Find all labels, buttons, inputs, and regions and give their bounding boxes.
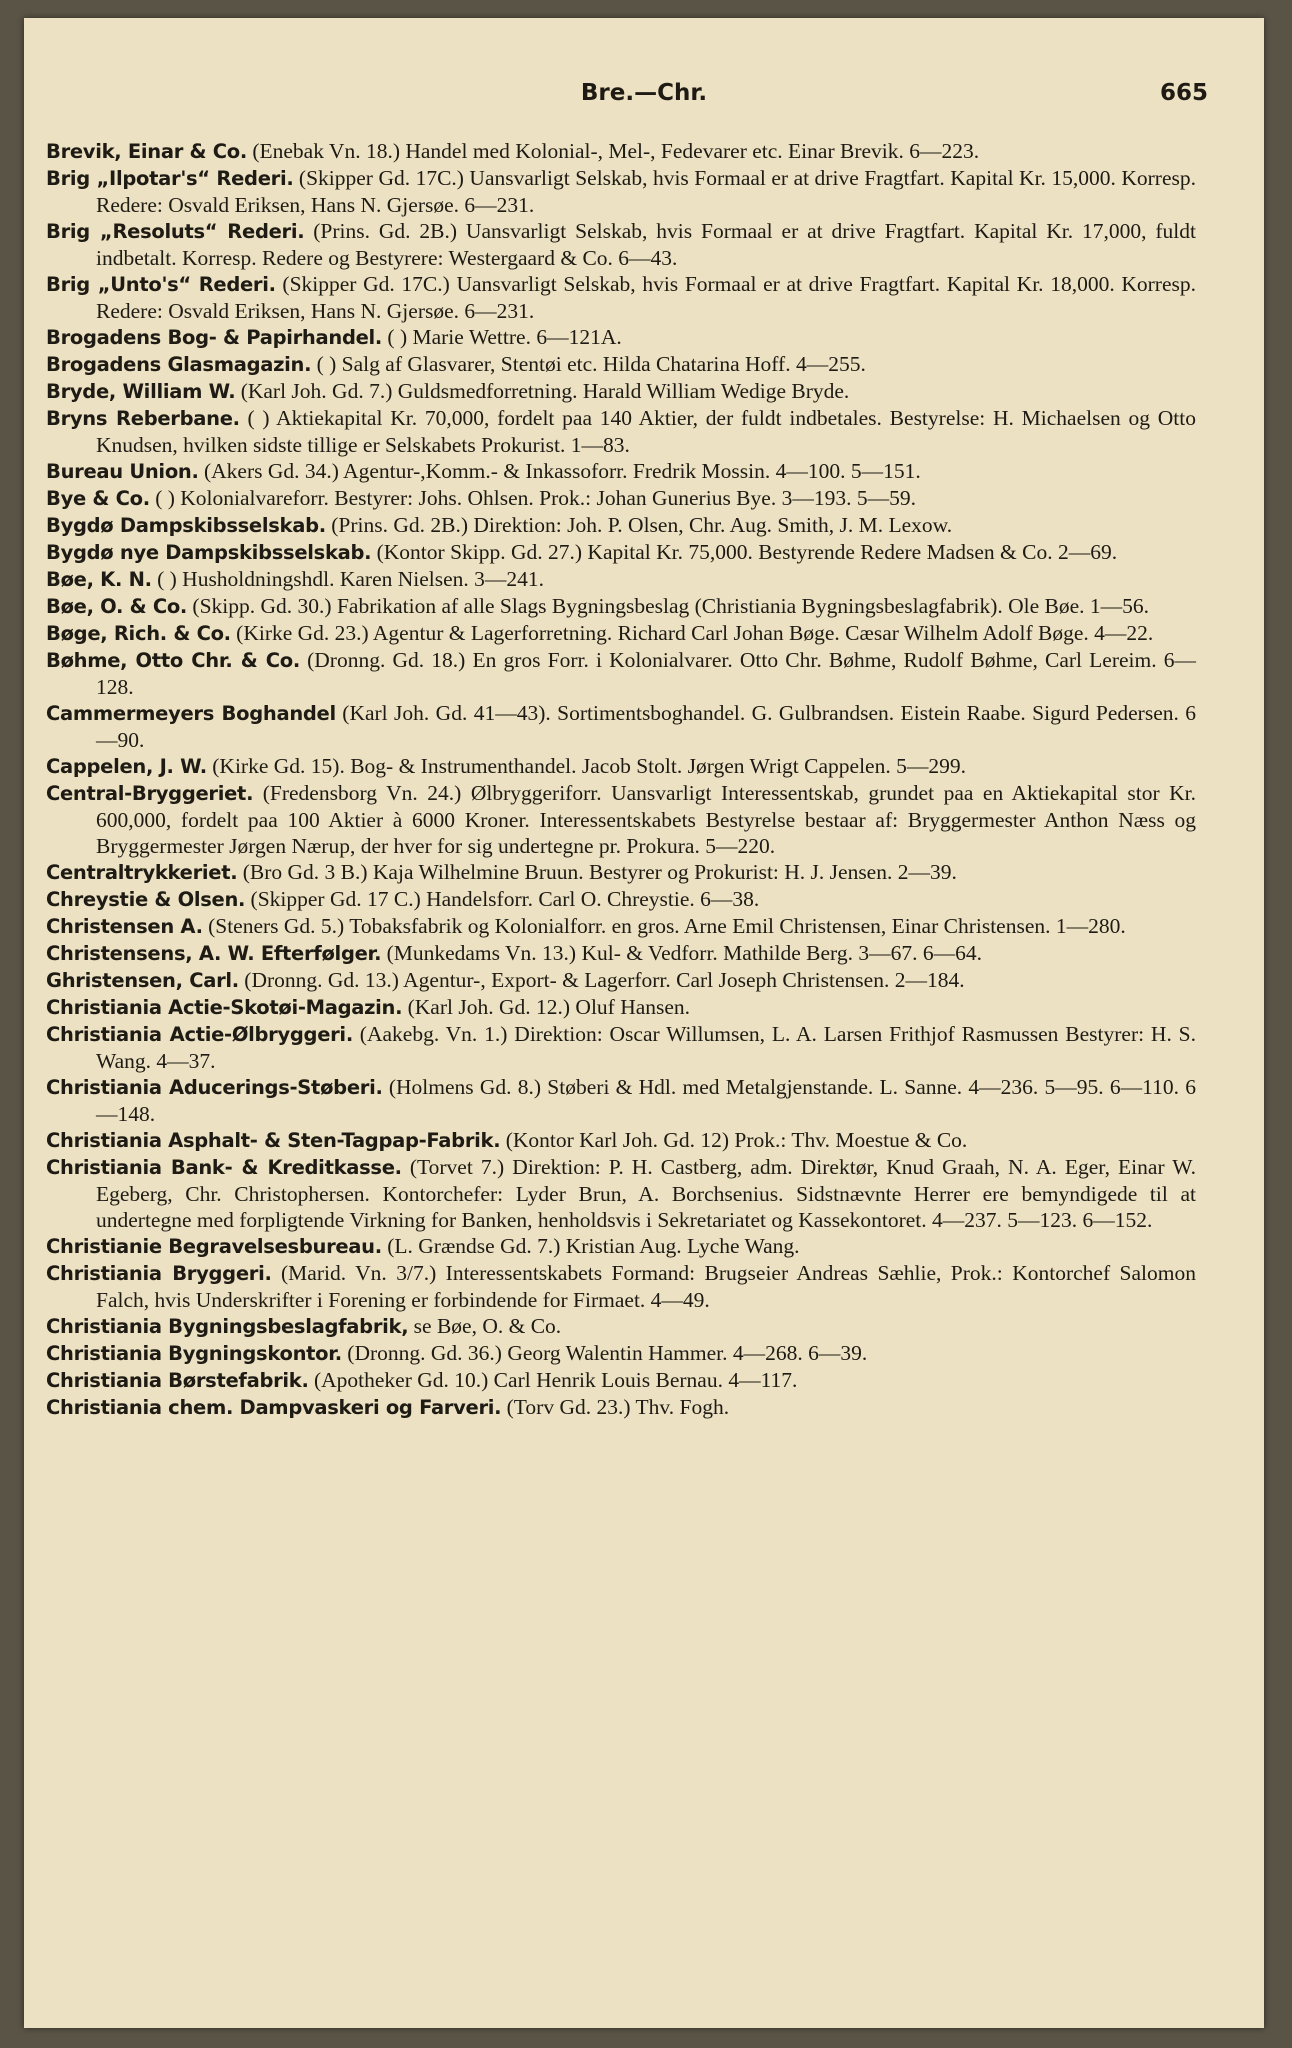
- entry-details: (Fredensborg Vn. 24.) Ølbryggeriforr. Uansvarligt Interessentskab, grundet paa en Aktiekapital stor Kr. 600,000, fordelt paa 100 Aktier à 6000 Kroner. Interessentskabets Bestyrelse bestaar af: Bryggermester Anthon Næss og Bryggermester Jørgen Nærup, der hver for sig undertegne pr. Prokura. 5—220.: [96, 781, 1196, 858]
- entry-details: (Karl Joh. Gd. 12.) Oluf Hansen.: [407, 995, 691, 1019]
- directory-entry: [46, 620, 1196, 647]
- firm-name: Centraltrykkeriet.: [46, 861, 238, 884]
- entry-details: (Karl Joh. Gd. 7.) Guldsmedforretning. Harald William Wedige Bryde.: [240, 379, 850, 403]
- directory-entry: [46, 485, 1196, 512]
- directory-entry: [46, 378, 1196, 405]
- directory-entry: [46, 859, 1196, 886]
- running-head: Bre.—Chr.: [580, 80, 708, 106]
- firm-name: Bøhme, Otto Chr. & Co.: [46, 649, 300, 672]
- directory-entry: [46, 351, 1196, 378]
- directory-entry: [46, 165, 1196, 218]
- entry-details: (Marid. Vn. 3/7.) Interessentskabets Formand: Brugseier Andreas Sæhlie, Prok.: Kontorchef Salomon Falch, hvis Underskrifter i Forening er forbindende for Firmaet. 4—49.: [96, 1261, 1196, 1312]
- firm-name: Christiania Asphalt- & Sten-Tagpap-Fabrik.: [46, 1129, 501, 1152]
- entry-details: (Steners Gd. 5.) Tobaksfabrik og Kolonialforr. en gros. Arne Emil Christensen, Einar Christensen. 1—280.: [208, 914, 1126, 938]
- firm-name: Bygdø nye Dampskibsselskab.: [46, 541, 372, 564]
- firm-name: Cappelen, J. W.: [46, 755, 207, 778]
- firm-name: Christiania Bryggeri.: [46, 1262, 272, 1285]
- directory-entry: [46, 940, 1196, 967]
- entry-details: (Skipper Gd. 17C.) Uansvarligt Selskab, hvis Formaal er at drive Fragtfart. Kapital Kr. 15,000. Korresp. Redere: Osvald Eriksen, Hans N. Gjersøe. 6—231.: [96, 166, 1197, 217]
- entry-details: (Dronng. Gd. 13.) Agentur-, Export- & Lagerforr. Carl Joseph Christensen. 2—184.: [244, 968, 965, 992]
- entry-details: (Kontor Karl Joh. Gd. 12) Prok.: Thv. Moestue & Co.: [505, 1128, 968, 1152]
- entry-details: ( ) Marie Wettre. 6—121A.: [387, 325, 622, 349]
- entry-details: (Kirke Gd. 23.) Agentur & Lagerforretning. Richard Carl Johan Bøge. Cæsar Wilhelm Adolf Bøge. 4—22.: [236, 621, 1154, 645]
- directory-entry: [46, 1127, 1196, 1154]
- directory-entry: [46, 1021, 1196, 1074]
- entry-details: (Skipp. Gd. 30.) Fabrikation af alle Slags Bygningsbeslag (Christiania Bygningsbeslagfabrik). Ole Bøe. 1—56.: [192, 594, 1150, 618]
- entry-details: (Karl Joh. Gd. 41—43). Sortimentsboghandel. G. Gulbrandsen. Eistein Raabe. Sigurd Pedersen. 6—90.: [96, 701, 1197, 752]
- entry-details: (Prins. Gd. 2B.) Direktion: Joh. P. Olsen, Chr. Aug. Smith, J. M. Lexow.: [331, 513, 953, 537]
- firm-name: Bye & Co.: [46, 487, 150, 510]
- directory-entry: [46, 967, 1196, 994]
- directory-entry: [46, 1313, 1196, 1340]
- directory-entry: [46, 218, 1196, 271]
- firm-name: Central-Bryggeriet.: [46, 782, 254, 805]
- firm-name: Christiania Bank- & Kreditkasse.: [46, 1156, 402, 1179]
- directory-entries: [46, 138, 1196, 1421]
- entry-details: (Apotheker Gd. 10.) Carl Henrik Louis Bernau. 4—117.: [313, 1368, 798, 1392]
- entry-details: (Aakebg. Vn. 1.) Direktion: Oscar Willumsen, L. A. Larsen Frithjof Rasmussen Bestyrer: H. S. Wang. 4—37.: [96, 1022, 1197, 1073]
- firm-name: Brogadens Bog- & Papirhandel.: [46, 326, 383, 349]
- entry-details: ( ) Kolonialvareforr. Bestyrer: Johs. Ohlsen. Prok.: Johan Gunerius Bye. 3—193. 5—59.: [155, 486, 916, 510]
- firm-name: Brig „Unto's“ Rederi.: [46, 273, 276, 296]
- directory-entry: [46, 566, 1196, 593]
- firm-name: Christiania chem. Dampvaskeri og Farveri.: [46, 1396, 502, 1419]
- directory-entry: [46, 913, 1196, 940]
- directory-entry: [46, 458, 1196, 485]
- firm-name: Christensen A.: [46, 915, 203, 938]
- page-header: [24, 80, 1264, 120]
- firm-name: Christensens, A. W. Efterfølger.: [46, 942, 382, 965]
- directory-entry: [46, 1367, 1196, 1394]
- firm-name: Bøe, O. & Co.: [46, 595, 188, 618]
- directory-entry: [46, 539, 1196, 566]
- firm-name: Christiania Bygningskontor.: [46, 1342, 342, 1365]
- entry-details: (Holmens Gd. 8.) Støberi & Hdl. med Metalgjenstande. L. Sanne. 4—236. 5—95. 6—110. 6—148.: [96, 1075, 1196, 1126]
- directory-entry: [46, 753, 1196, 780]
- entry-details: (Torv Gd. 23.) Thv. Fogh.: [506, 1395, 730, 1419]
- directory-entry: [46, 994, 1196, 1021]
- firm-name: Bryns Reberbane.: [46, 407, 240, 430]
- directory-entry: [46, 324, 1196, 351]
- entry-details: (Kirke Gd. 15). Bog- & Instrumenthandel. Jacob Stolt. Jørgen Wrigt Cappelen. 5—299.: [212, 754, 966, 778]
- directory-entry: [46, 271, 1196, 324]
- directory-entry: [46, 886, 1196, 913]
- directory-entry: [46, 1233, 1196, 1260]
- directory-entry: [46, 1074, 1196, 1127]
- firm-name: Bryde, William W.: [46, 380, 236, 403]
- entry-details: se Bøe, O. & Co.: [413, 1314, 562, 1338]
- entry-details: (Munkedams Vn. 13.) Kul- & Vedforr. Mathilde Berg. 3—67. 6—64.: [386, 941, 982, 965]
- directory-entry: [46, 1260, 1196, 1313]
- entry-details: (L. Grændse Gd. 7.) Kristian Aug. Lyche Wang.: [387, 1234, 800, 1258]
- entry-details: (Skipper Gd. 17 C.) Handelsforr. Carl O. Chreystie. 6—38.: [250, 887, 760, 911]
- entry-details: ( ) Aktiekapital Kr. 70,000, fordelt paa 140 Aktier, der fuldt indbetales. Bestyrelse: H. Michaelsen og Otto Knudsen, hvilken sidste tillige er Selskabets Prokurist. 1—83.: [96, 406, 1196, 457]
- directory-entry: [46, 780, 1196, 859]
- firm-name: Christiania Actie-Ølbryggeri.: [46, 1023, 353, 1046]
- firm-name: Brig „Resoluts“ Rederi.: [46, 220, 305, 243]
- directory-entry: [46, 593, 1196, 620]
- directory-entry: [46, 1154, 1196, 1233]
- firm-name: Christiania Bygningsbeslagfabrik,: [46, 1315, 409, 1338]
- entry-details: (Torvet 7.) Direktion: P. H. Castberg, adm. Direktør, Knud Graah, N. A. Eger, Einar W. Egeberg, Chr. Christophersen. Kontorchefer: Lyder Brun, A. Borchsenius. Sidstnævnte Herrer ere bemyndigede til at undertegne med forpligtende Virkning for Banken, henholdsvis i Sekretariatet og Kassekontoret. 4—237. 5—123. 6—152.: [96, 1155, 1196, 1232]
- firm-name: Christiania Aducerings-Støberi.: [46, 1076, 383, 1099]
- firm-name: Christiania Børstefabrik.: [46, 1369, 309, 1392]
- entry-details: (Bro Gd. 3 B.) Kaja Wilhelmine Bruun. Bestyrer og Prokurist: H. J. Jensen. 2—39.: [242, 860, 957, 884]
- directory-entry: [46, 512, 1196, 539]
- page-number: 665: [1159, 80, 1208, 106]
- entry-details: (Akers Gd. 34.) Agentur-,Komm.- & Inkassoforr. Fredrik Mossin. 4—100. 5—151.: [203, 459, 921, 483]
- entry-details: ( ) Salg af Glasvarer, Stentøi etc. Hilda Chatarina Hoff. 4—255.: [316, 352, 866, 376]
- directory-entry: [46, 700, 1196, 753]
- firm-name: Bureau Union.: [46, 460, 199, 483]
- firm-name: Chreystie & Olsen.: [46, 888, 246, 911]
- directory-entry: [46, 1340, 1196, 1367]
- entry-details: ( ) Husholdningshdl. Karen Nielsen. 3—241.: [157, 567, 545, 591]
- entry-details: (Kontor Skipp. Gd. 27.) Kapital Kr. 75,000. Bestyrende Redere Madsen & Co. 2—69.: [376, 540, 1118, 564]
- entry-details: (Enebak Vn. 18.) Handel med Kolonial-, Mel-, Fedevarer etc. Einar Brevik. 6—223.: [252, 139, 980, 163]
- firm-name: Christianie Begravelsesbureau.: [46, 1235, 382, 1258]
- firm-name: Brevik, Einar & Co.: [46, 140, 247, 163]
- directory-entry: [46, 138, 1196, 165]
- entry-details: (Dronng. Gd. 18.) En gros Forr. i Kolonialvarer. Otto Chr. Bøhme, Rudolf Bøhme, Carl Lereim. 6—128.: [96, 648, 1197, 699]
- entry-details: (Prins. Gd. 2B.) Uansvarligt Selskab, hvis Formaal er at drive Fragtfart. Kapital Kr. 17,000, fuldt indbetalt. Korresp. Redere og Bestyrere: Westergaard & Co. 6—43.: [96, 219, 1197, 270]
- firm-name: Ghristensen, Carl.: [46, 969, 239, 992]
- firm-name: Bygdø Dampskibsselskab.: [46, 514, 326, 537]
- entry-details: (Dronng. Gd. 36.) Georg Walentin Hammer. 4—268. 6—39.: [347, 1341, 868, 1365]
- directory-entry: [46, 1394, 1196, 1421]
- directory-page: [24, 18, 1264, 2028]
- firm-name: Brig „Ilpotar's“ Rederi.: [46, 167, 294, 190]
- directory-entry: [46, 405, 1196, 458]
- firm-name: Bøge, Rich. & Co.: [46, 622, 231, 645]
- firm-name: Christiania Actie-Skotøi-Magazin.: [46, 996, 403, 1019]
- directory-entry: [46, 647, 1196, 700]
- firm-name: Bøe, K. N.: [46, 568, 152, 591]
- firm-name: Cammermeyers Boghandel: [46, 702, 336, 725]
- firm-name: Brogadens Glasmagazin.: [46, 353, 312, 376]
- entry-details: (Skipper Gd. 17C.) Uansvarligt Selskab, hvis Formaal er at drive Fragtfart. Kapital Kr. 18,000. Korresp. Redere: Osvald Eriksen, Hans N. Gjersøe. 6—231.: [96, 272, 1196, 323]
